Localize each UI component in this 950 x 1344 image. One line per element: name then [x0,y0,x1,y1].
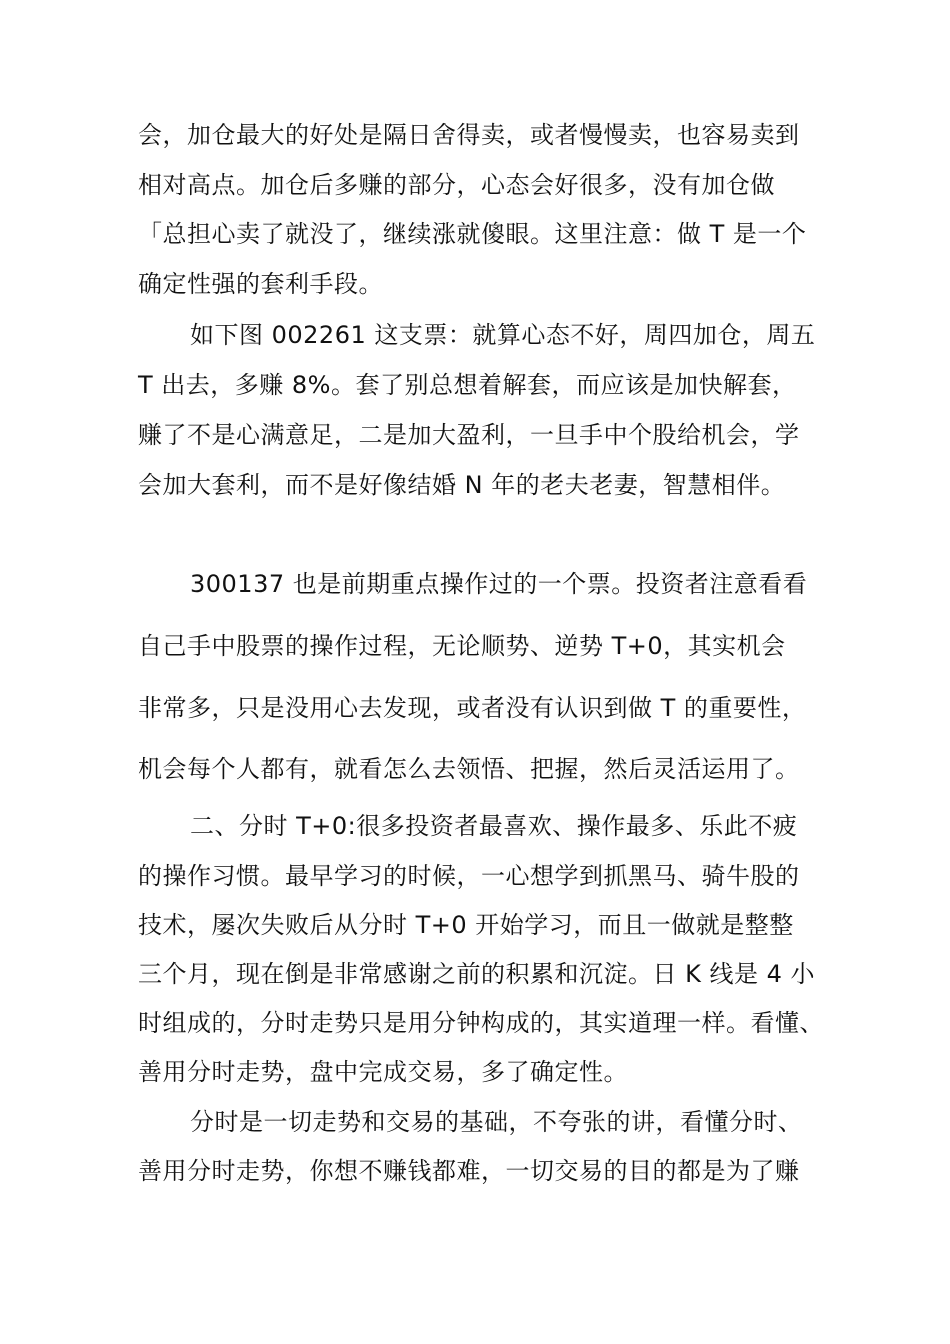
text-line: 二、分时 T+0:很多投资者最喜欢、操作最多、乐此不疲 [190,812,798,840]
text-line: 机会每个人都有，就看怎么去领悟、把握，然后灵活运用了。 [138,755,800,783]
text-line: 技术，屡次失败后从分时 T+0 开始学习，而且一做就是整整 [138,911,794,939]
text-line: 时组成的，分时走势只是用分钟构成的，其实道理一样。看懂、 [138,1009,824,1037]
text-line: 分时是一切走势和交易的基础，不夸张的讲，看懂分时、 [190,1108,803,1136]
text-line: 如下图 002261 这支票：就算心态不好，周四加仓，周五 [190,321,816,349]
text-line: 300137 也是前期重点操作过的一个票。投资者注意看看 [190,570,808,598]
text-line: T 出去，多赚 8%。套了别总想着解套，而应该是加快解套， [138,371,797,399]
text-line: 会加大套利，而不是好像结婚 N 年的老夫老妻，智慧相伴。 [138,471,786,499]
text-line: 非常多，只是没用心去发现，或者没有认识到做 T 的重要性， [138,694,807,722]
text-line: 自己手中股票的操作过程，无论顺势、逆势 T+0，其实机会 [138,632,786,660]
text-line: 赚了不是心满意足，二是加大盈利，一旦手中个股给机会，学 [138,421,800,449]
text-line: 相对高点。加仓后多赚的部分，心态会好很多，没有加仓做 [138,171,775,199]
text-line: 确定性强的套利手段。 [138,270,383,298]
text-line: 三个月，现在倒是非常感谢之前的积累和沉淀。日 K 线是 4 小 [138,960,816,988]
text-line: 的操作习惯。最早学习的时候，一心想学到抓黑马、骑牛股的 [138,862,800,890]
text-line: 会，加仓最大的好处是隔日舍得卖，或者慢慢卖，也容易卖到 [138,121,800,149]
text-line: 善用分时走势，你想不赚钱都难，一切交易的目的都是为了赚 [138,1157,800,1185]
text-line: 「总担心卖了就没了，继续涨就傻眼。这里注意：做 T 是一个 [138,220,807,248]
text-line: 善用分时走势，盘中完成交易，多了确定性。 [138,1058,628,1086]
